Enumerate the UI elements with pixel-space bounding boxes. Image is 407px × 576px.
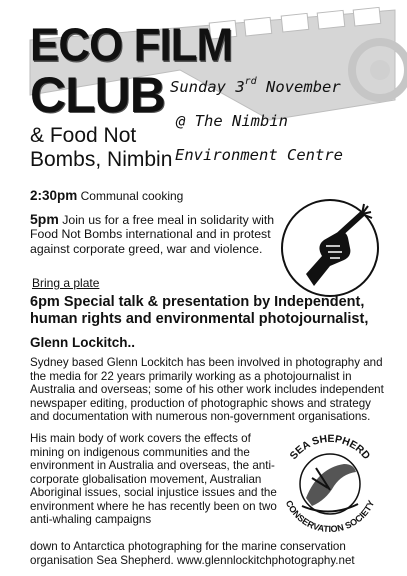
fist-carrot-icon bbox=[278, 196, 382, 300]
event-date: Sunday 3rd November bbox=[170, 76, 341, 96]
bring-plate-note: Bring a plate bbox=[32, 276, 100, 290]
logo-text-top: SEA SHEPHERD bbox=[287, 432, 373, 462]
schedule-meal: 5pm Join us for a free meal in solidarity with Food Not Bombs international and in protest against corporate greed, war and violence. bbox=[30, 211, 275, 256]
poster-title-line1: ECO FILM bbox=[30, 19, 233, 72]
speaker-bio-paragraph2: His main body of work covers the effects of mining on indigenous communities and the environment in Australia and overseas, the anti-corporate globalisation movement, Australian Aboriginal issues, social injustice issues and the environment where he has recently been on two anti-whaling campaigns bbox=[30, 432, 277, 526]
logo-text-bottom: CONSERVATION SOCIETY bbox=[283, 498, 377, 535]
speaker-bio-paragraph1: Sydney based Glenn Lockitch has been involved in photography and the media for 22 years primarily working as a photojournalist in Australia and overseas; some of his other work includes independent newspaper editing, production of photographic shows and strategy and documentation with numerous non-government organisations. bbox=[30, 356, 384, 423]
speaker-bio-paragraph2-tail: down to Antarctica photographing for the marine conservation organisation Sea Shepherd. www.glennlockitchphotography.net bbox=[30, 540, 355, 567]
poster-title-line2: CLUB bbox=[30, 67, 165, 123]
speaker-name: Glenn Lockitch.. bbox=[30, 335, 136, 350]
event-place-line1: @ The Nimbin bbox=[176, 112, 288, 130]
event-place-line2: Environment Centre bbox=[175, 146, 343, 164]
sea-shepherd-logo bbox=[272, 428, 388, 540]
subtitle-line2: Bombs, Nimbin bbox=[30, 148, 173, 171]
schedule-cooking: 2:30pm Communal cooking bbox=[30, 188, 184, 203]
subtitle-line1: & Food Not bbox=[30, 124, 137, 147]
talk-announcement: 6pm Special talk & presentation by Independent, human rights and environmental photojournalist, bbox=[30, 294, 369, 327]
